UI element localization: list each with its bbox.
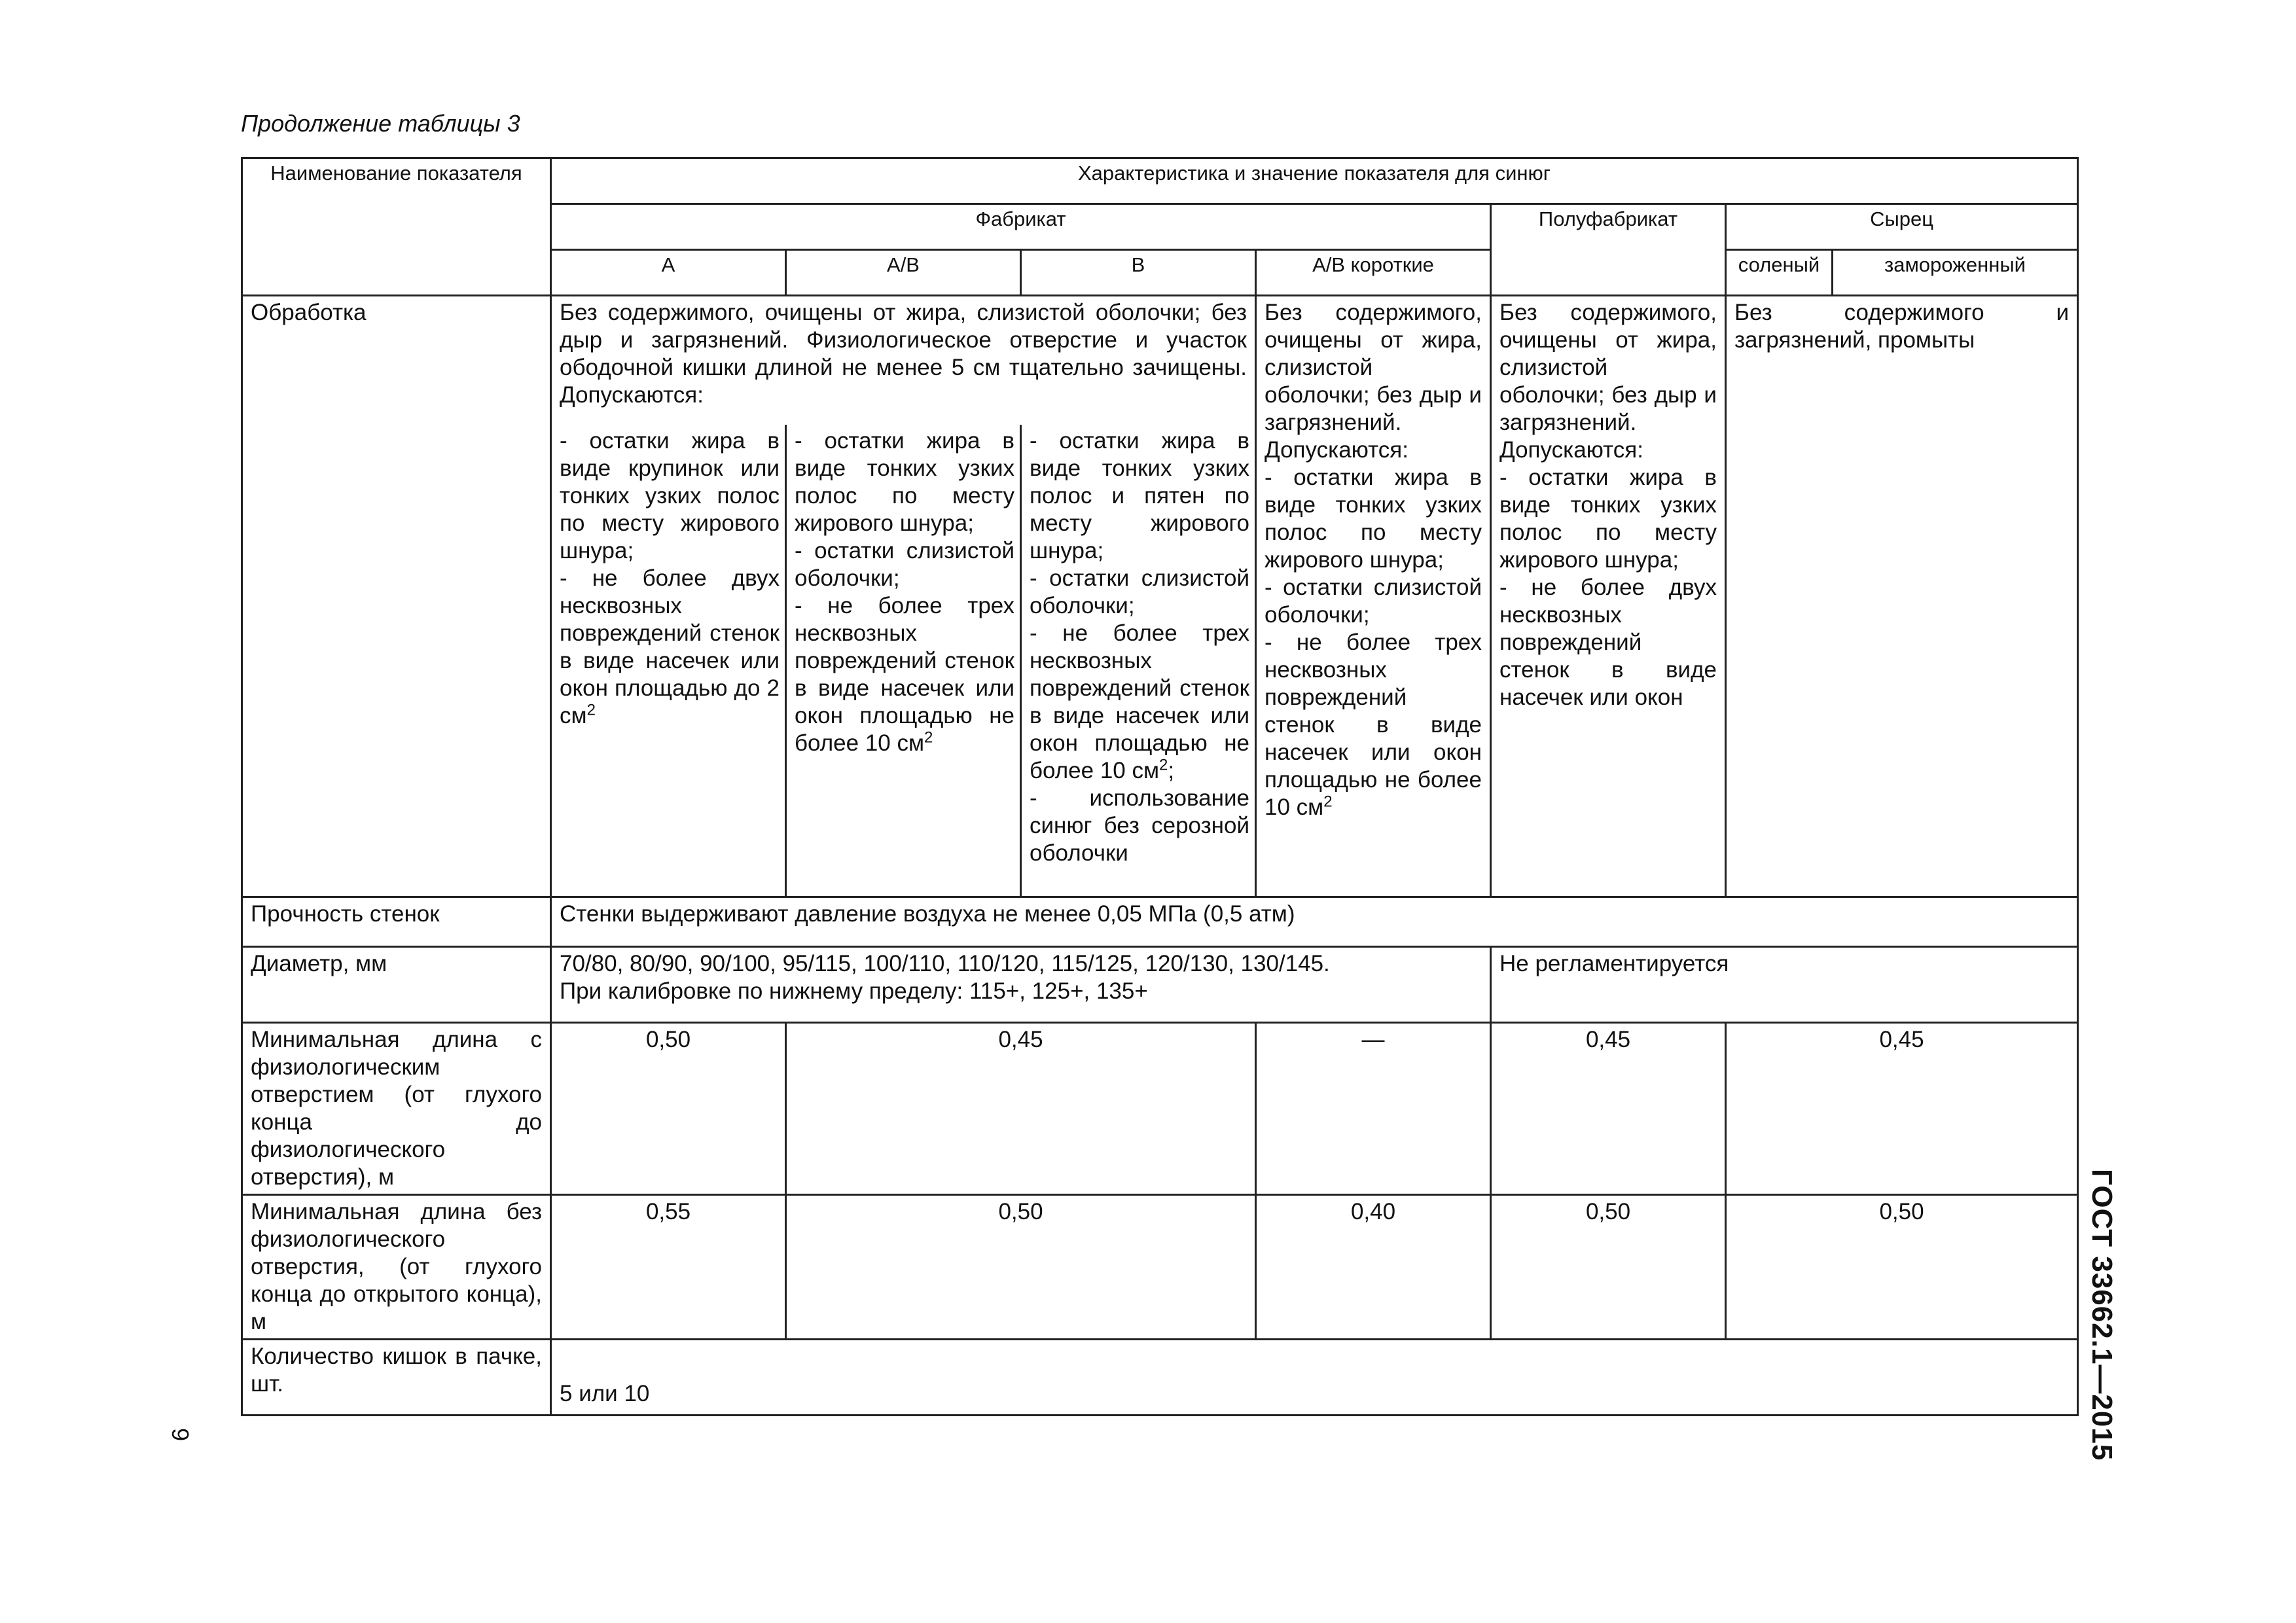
header-col-ab-short: А/В короткие <box>1256 250 1491 296</box>
row-diametr <box>242 947 2078 1023</box>
obrabotka-fabrikat-common: Без содержимого, очищены от жира, слизистой оболочки; без дыр и загрязнений. Физиологическое отверстие и участок ободочной кишки длиной не менее 5 см тщательно зачищены. Допускаются: <box>560 300 1247 408</box>
header-col-salted: соленый <box>1726 250 1833 296</box>
header-col-ab: А/В <box>786 250 1021 296</box>
obrabotka-fabrikat-cell <box>551 296 1256 897</box>
obrabotka-col-b-text: - остатки жира в виде тонких узких полос и пятен по месту жирового шнура; - остатки слизистой оболочки; - не более трех несквозных повреждений стенок в виде насечек или окон площадью не более 10 см <box>1030 428 1249 783</box>
row-label-kolichestvo: Количество кишок в пачке, шт. <box>242 1340 551 1416</box>
obrabotka-subcolumns <box>552 425 1255 896</box>
row-prochnost <box>242 897 2078 947</box>
obrabotka-col-ab-short <box>1256 296 1491 897</box>
obrabotka-col-b-text-end: ; - использование синюг без серозной оболочки <box>1030 758 1249 866</box>
header-fabrikat: Фабрикат <box>551 204 1491 250</box>
min-len-with-polufabrikat: 0,45 <box>1491 1023 1726 1195</box>
row-label-diametr: Диаметр, мм <box>242 947 551 1023</box>
header-col-a: А <box>551 250 786 296</box>
min-len-with-ab-short: — <box>1256 1023 1491 1195</box>
obrabotka-col-b <box>1020 425 1255 896</box>
obrabotka-syrets: Без содержимого и загрязнений, промыты <box>1726 296 2078 897</box>
min-len-without-ab-short: 0,40 <box>1256 1195 1491 1340</box>
min-len-without-syrets: 0,50 <box>1726 1195 2078 1340</box>
row-label-obrabotka: Обработка <box>242 296 551 897</box>
page-number: 9 <box>167 1428 194 1442</box>
obrabotka-col-ab-text: - остатки жира в виде тонких узких полос по месту жирового шнура; - остатки слизистой оболочки; - не более трех несквозных повреждений стенок в виде насечек или окон площадью не более 10 см <box>795 428 1014 756</box>
spec-table <box>241 157 2079 1416</box>
header-syrets: Сырец <box>1726 204 2078 250</box>
row-label-min-length-without-opening: Минимальная длина без физиологического отверстия, (от глухого конца до открытого конца), м <box>242 1195 551 1340</box>
superscript-2: 2 <box>586 701 596 719</box>
min-len-without-polufabrikat: 0,50 <box>1491 1195 1726 1340</box>
row-min-length-with-opening <box>242 1023 2078 1195</box>
row-obrabotka <box>242 296 2078 897</box>
standard-designation: ГОСТ 33662.1—2015 <box>2086 1169 2118 1461</box>
header-group: Характеристика и значение показателя для синюг <box>551 158 2078 204</box>
superscript-2: 2 <box>924 728 933 747</box>
row-min-length-without-opening <box>242 1195 2078 1340</box>
header-polufabrikat: Полуфабрикат <box>1491 204 1726 296</box>
row-label-prochnost: Прочность стенок <box>242 897 551 947</box>
superscript-2: 2 <box>1159 756 1168 774</box>
obrabotka-col-ab-short-text: Без содержимого, очищены от жира, слизистой оболочки; без дыр и загрязнений. Допускаются: - остатки жира в виде тонких узких полос по месту жирового шнура; - остатки слизистой оболочки; - не более трех несквозных повреждений стенок в виде насечек или окон площадью не более 10 см <box>1265 300 1482 820</box>
min-len-with-a: 0,50 <box>551 1023 786 1195</box>
min-len-with-syrets: 0,45 <box>1726 1023 2078 1195</box>
obrabotka-polufabrikat: Без содержимого, очищены от жира, слизистой оболочки; без дыр и загрязнений. Допускаются: - остатки жира в виде тонких узких полос по месту жирового шнура; - не более двух несквозных повреждений стенок в виде насечек или окон <box>1491 296 1726 897</box>
header-name-column: Наименование показателя <box>242 158 551 296</box>
min-len-without-ab-b: 0,50 <box>786 1195 1256 1340</box>
min-len-with-ab-b: 0,45 <box>786 1023 1256 1195</box>
diametr-value: 70/80, 80/90, 90/100, 95/115, 100/110, 110/120, 115/125, 120/130, 130/145. При калибровке по нижнему пределу: 115+, 125+, 135+ <box>551 947 1491 1023</box>
kolichestvo-value: 5 или 10 <box>551 1340 2078 1416</box>
min-len-without-a: 0,55 <box>551 1195 786 1340</box>
row-label-min-length-with-opening: Минимальная длина с физиологическим отверстием (от глухого конца до физиологического отверстия), м <box>242 1023 551 1195</box>
header-col-b: В <box>1021 250 1256 296</box>
prochnost-value: Стенки выдерживают давление воздуха не менее 0,05 МПа (0,5 атм) <box>551 897 2078 947</box>
obrabotka-col-a-text: - остатки жира в виде крупинок или тонких узких полос по месту жирового шнура; - не более двух несквозных повреждений стенок в виде насечек или окон площадью до 2 см <box>560 428 780 728</box>
superscript-2: 2 <box>1323 793 1333 811</box>
header-col-frozen: замороженный <box>1833 250 2078 296</box>
obrabotka-col-ab <box>785 425 1020 896</box>
table-caption: Продолжение таблицы 3 <box>241 110 520 137</box>
row-kolichestvo <box>242 1340 2078 1416</box>
obrabotka-col-a <box>552 425 785 896</box>
diametr-other: Не регламентируется <box>1491 947 2078 1023</box>
